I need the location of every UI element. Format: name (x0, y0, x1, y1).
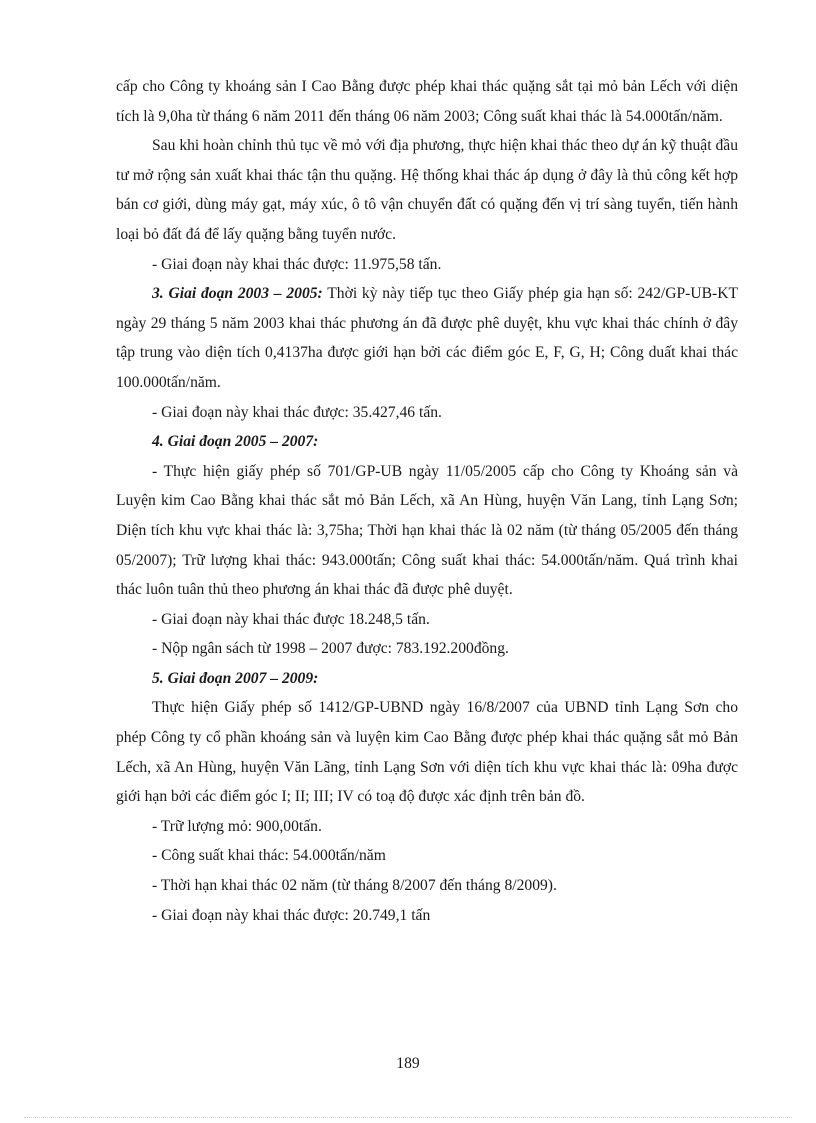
heading-stage-4: 4. Giai đoạn 2005 – 2007: (152, 433, 319, 451)
paragraph-reserves: - Trữ lượng mỏ: 900,00tấn. (152, 817, 322, 835)
paragraph-output-2: - Giai đoạn này khai thác được: 35.427,46 tấn. (152, 403, 442, 421)
paragraph-output-3: - Giai đoạn này khai thác được 18.248,5 tấn. (152, 610, 430, 628)
paragraph-stage-4 (116, 427, 738, 457)
paragraph-duration: - Thời hạn khai thác 02 năm (từ tháng 8/2007 đến tháng 8/2009). (152, 877, 557, 895)
heading-stage-5: 5. Giai đoạn 2007 – 2009: (152, 669, 319, 687)
paragraph-permit-701: - Thực hiện giấy phép số 701/GP-UB ngày 11/05/2005 cấp cho Công ty Khoáng sản và Luyện kim Cao Bằng khai thác sắt mỏ Bản Lếch, xã An Hùng, huyện Văn Lang, tỉnh Lạng Sơn; Diện tích khu vực khai thác là: 3,75ha; Thời hạn khai thác là 02 năm (từ tháng 05/2005 đến tháng 05/2007); Trữ lượng khai thác: 943.000tấn; Công suất khai thác: 54.000tấn/năm. Quá trình khai thác luôn tuân thủ theo phương án khai thác đã được phê duyệt. (116, 462, 738, 599)
paragraph-output-1: - Giai đoạn này khai thác được: 11.975,58 tấn. (152, 255, 442, 273)
page-edge-divider (24, 1117, 792, 1118)
stage-3-text: Thời kỳ này tiếp tục theo Giấy phép gia hạn số: 242/GP-UB-KT ngày 29 tháng 5 năm 2003 khai thác phương án đã được phê duyệt, khu vực khai thác chính ở đây tập trung vào diện tích 0,4137ha được giới hạn bởi các điểm góc E, F, G, H; Công duất khai thác 100.000tấn/năm. (116, 285, 738, 391)
paragraph-stage-3 (116, 279, 738, 397)
paragraph-continuation: cấp cho Công ty khoáng sản I Cao Bằng được phép khai thác quặng sắt tại mỏ bản Lếch với diện tích là 9,0ha từ tháng 6 năm 2011 đến tháng 06 năm 2003; Công suất khai thác là 54.000tấn/năm. (116, 78, 738, 125)
paragraph-permit-1412: Thực hiện Giấy phép số 1412/GP-UBND ngày 16/8/2007 của UBND tỉnh Lạng Sơn cho phép Công ty cổ phần khoáng sản và luyện kim Cao Bằng được phép khai thác quặng sắt mỏ Bản Lếch, xã An Hùng, huyện Văn Lãng, tỉnh Lạng Sơn với diện tích khu vực khai thác là: 09ha được giới hạn bởi các điểm góc I; II; III; IV có toạ độ được xác định trên bản đồ. (116, 699, 738, 806)
paragraph-output-4: - Giai đoạn này khai thác được: 20.749,1 tấn (152, 906, 431, 924)
page-number: 189 (396, 1055, 420, 1072)
paragraph-budget: - Nộp ngân sách từ 1998 – 2007 được: 783.192.200đồng. (152, 640, 509, 658)
paragraph-stage-5 (116, 664, 738, 694)
heading-stage-3: 3. Giai đoạn 2003 – 2005: (152, 285, 323, 303)
paragraph-capacity: - Công suất khai thác: 54.000tấn/năm (152, 847, 386, 865)
document-body (116, 72, 738, 930)
paragraph-mining-process: Sau khi hoàn chỉnh thủ tục về mỏ với địa phương, thực hiện khai thác theo dự án kỹ thuật đầu tư mở rộng sản xuất khai thác tận thu quặng. Hệ thống khai thác áp dụng ở đây là thủ công kết hợp bán cơ giới, dùng máy gạt, máy xúc, ô tô vận chuyển đất có quặng đến vị trí sàng tuyển, tiến hành loại bỏ đất đá để lấy quặng bằng tuyển nước. (116, 137, 738, 243)
